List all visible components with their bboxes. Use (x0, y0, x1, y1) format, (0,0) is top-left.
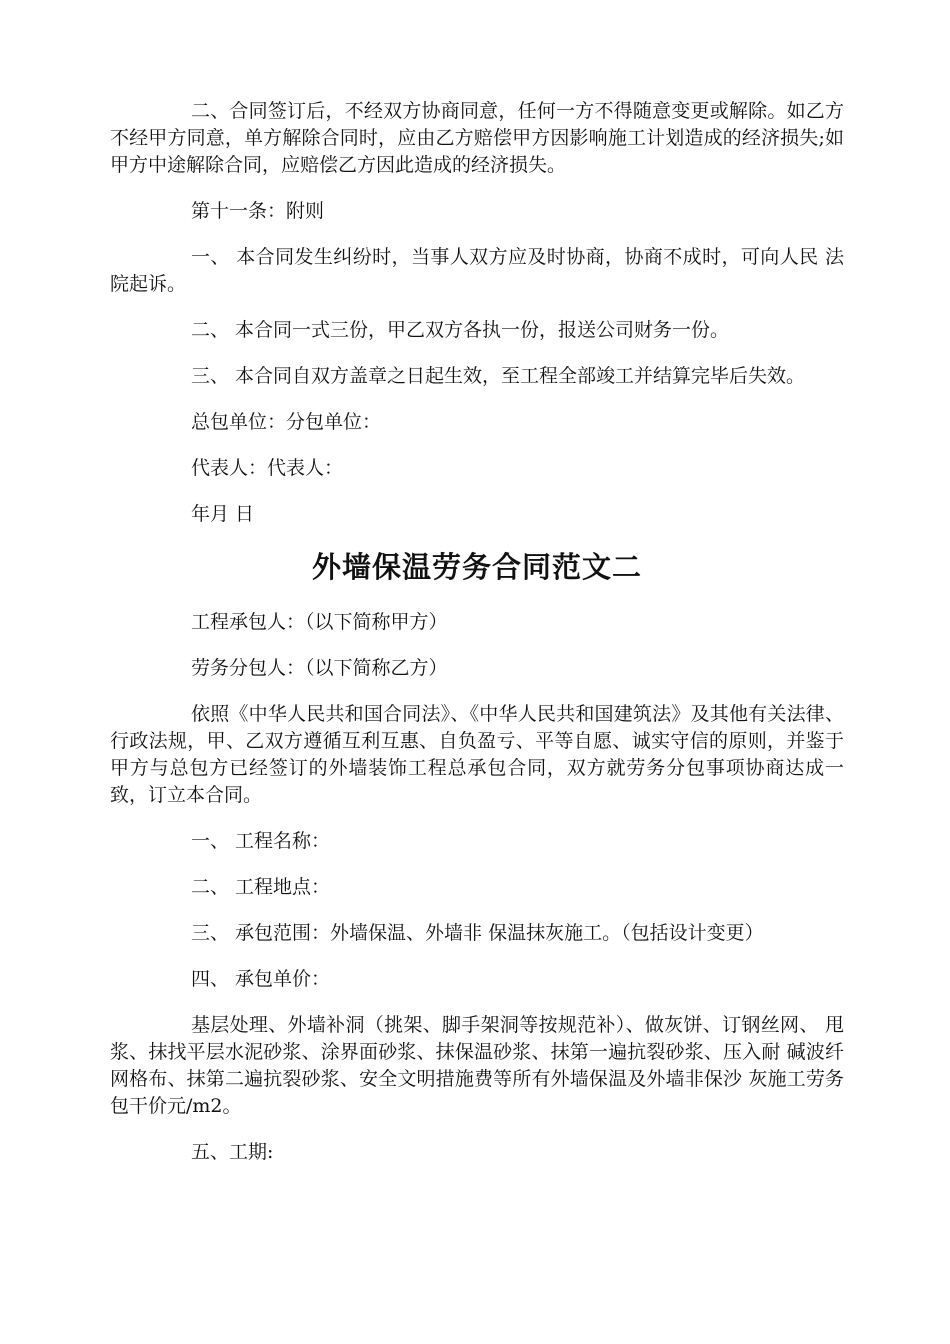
paragraph-termination-clause: 二、合同签订后，不经双方协商同意，任何一方不得随意变更或解除。如乙方不经甲方同意，单方解除合同时，应由乙方赔偿甲方因影响施工计划造成的经济损失;如甲方中途解除合同，应赔偿乙方因此造成的经济损失。 (110, 100, 844, 176)
paragraph-preamble: 依照《中华人民共和国合同法》、《中华人民共和国建筑法》及其他有关法律、行政法规，甲、乙双方遵循互利互惠、自负盈亏、平等自愿、诚实守信的原则，并鉴于甲方与总包方已经签订的外墙装饰工程总承包合同，双方就劳务分包事项协商达成一致，订立本合同。 (110, 703, 844, 806)
contract-scope-line: 三、 承包范围：外墙保温、外墙非 保温抹灰施工。（包括设计变更） (191, 922, 764, 944)
party-b-line: 劳务分包人：（以下简称乙方） (191, 657, 448, 679)
project-location-line: 二、 工程地点： (191, 876, 331, 898)
document-body (110, 98, 844, 1185)
signature-date-line: 年月 日 (191, 503, 255, 525)
unit-price-heading: 四、 承包单价： (191, 968, 331, 990)
paragraph-effective-clause: 三、 本合同自双方盖章之日起生效，至工程全部竣工并结算完毕后失效。 (191, 365, 806, 387)
paragraph-unit-price-detail: 基层处理、外墙补洞（挑架、脚手架洞等按规范补）、做灰饼、订钢丝网、 甩浆、抹找平层水泥砂浆、涂界面砂浆、抹保温砂浆、抹第一遍抗裂砂浆、压入耐 碱波纤网格布、抹第二遍抗裂砂浆、安全文明措施费等所有外墙保温及外墙非保沙 灰施工劳务包干价元/m2。 (110, 1014, 844, 1117)
article-eleven-heading: 第十一条：附则 (191, 200, 325, 222)
schedule-heading: 五、工期: (191, 1141, 274, 1163)
paragraph-copies-clause: 二、 本合同一式三份，甲乙双方各执一份，报送公司财务一份。 (191, 319, 730, 341)
signature-representatives-line: 代表人：代表人： (191, 457, 344, 479)
document-title: 外墙保温劳务合同范文二 (311, 550, 642, 584)
project-name-line: 一、 工程名称： (191, 830, 331, 852)
party-a-line: 工程承包人：（以下简称甲方） (191, 611, 448, 633)
paragraph-dispute-clause: 一、 本合同发生纠纷时，当事人双方应及时协商，协商不成时，可向人民 法院起诉。 (110, 246, 844, 295)
signature-units-line: 总包单位：分包单位： (191, 411, 382, 433)
